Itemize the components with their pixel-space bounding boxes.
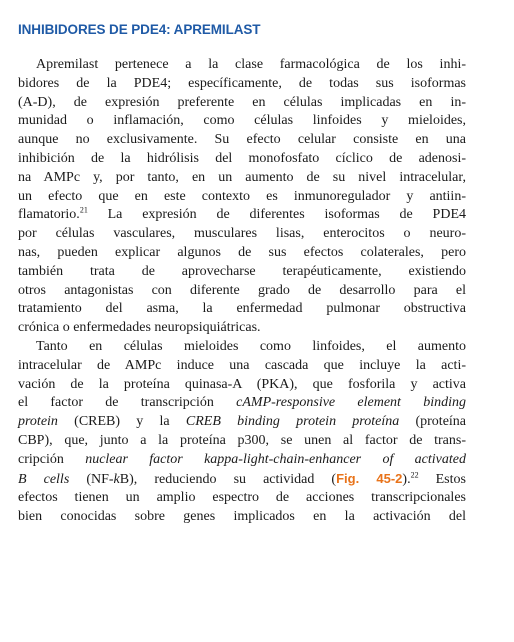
text-run: (proteína bbox=[399, 414, 467, 430]
document-page bbox=[18, 22, 466, 527]
text-line: tratamiento del asma, la enfermedad pulmonar obstructiva bbox=[18, 301, 466, 317]
citation-superscript: 22 bbox=[410, 469, 419, 479]
text-line bbox=[18, 413, 466, 432]
text-line: CBP), que, junto a la proteína p300, se unen al factor de trans- bbox=[18, 432, 466, 448]
text-line: otros antagonistas con diferente grado de desarrollo para el bbox=[18, 282, 466, 298]
text-line: na AMPc y, por tanto, en un aumento de su nivel intracelular, bbox=[18, 169, 466, 185]
italic-term: cAMP-responsive element binding bbox=[236, 395, 466, 411]
text-run: flamatorio. bbox=[18, 207, 80, 223]
text-run: ). bbox=[402, 471, 411, 487]
text-run: B), reduciendo su actividad ( bbox=[119, 471, 337, 487]
paragraph-mechanism bbox=[18, 338, 466, 527]
italic-term: B cells bbox=[18, 471, 70, 487]
text-line: aunque no exclusivamente. Su efecto celular consiste en una bbox=[18, 132, 466, 148]
text-line: Apremilast pertenece a la clase farmacológica de los inhi- bbox=[36, 57, 466, 72]
italic-term: nuclear factor kappa-light-chain-enhancer of activated bbox=[85, 451, 466, 467]
italic-term: protein bbox=[18, 414, 58, 430]
text-run: cripción bbox=[18, 451, 86, 467]
text-line: crónica o enfermedades neuropsiquiátricas. bbox=[18, 320, 261, 336]
text-line: nas, pueden explicar algunos de sus efectos colaterales, pero bbox=[18, 244, 466, 260]
text-line: Tanto en células mieloides como linfoides, el aumento bbox=[36, 338, 466, 354]
text-line bbox=[18, 394, 466, 413]
text-line bbox=[18, 470, 466, 490]
text-line: inhibición de la hidrólisis del monofosfato cíclico de adenosi- bbox=[18, 150, 466, 166]
text-line: por células vasculares, musculares lisas, enterocitos o neuro- bbox=[18, 226, 466, 242]
citation-superscript: 21 bbox=[79, 205, 88, 215]
figure-reference-link[interactable]: Fig. 45-2 bbox=[336, 470, 403, 486]
text-run: (CREB) y la bbox=[57, 414, 186, 430]
text-line: (A-D), de expresión preferente en células implicadas en in- bbox=[18, 94, 466, 110]
text-line bbox=[18, 451, 466, 470]
text-line: vación de la proteína quinasa-A (PKA), que fosforila y activa bbox=[18, 376, 466, 392]
italic-term: CREB binding protein proteína bbox=[185, 414, 400, 430]
text-run: La expresión de diferentes isoformas de PDE4 bbox=[87, 207, 466, 223]
text-run: Estos bbox=[418, 471, 466, 487]
text-run: (NF- bbox=[69, 471, 114, 487]
text-run: el factor de transcripción bbox=[18, 395, 237, 411]
text-line: efectos tienen un amplio espectro de acciones transcripcionales bbox=[18, 490, 466, 506]
text-line: un efecto que en este contexto es inmunoregulador y antiin- bbox=[18, 188, 466, 204]
paragraph-apremilast-class bbox=[18, 56, 466, 338]
text-line: también trata de aprovecharse terapéuticamente, existiendo bbox=[18, 263, 466, 279]
text-line: bien conocidas sobre genes implicados en la activación del bbox=[18, 509, 466, 525]
text-line: munidad o inflamación, como células linfoides y mieloides, bbox=[18, 113, 466, 129]
text-line: intracelular de AMPc induce una cascada que incluye la acti- bbox=[18, 357, 466, 373]
italic-kappa: k bbox=[113, 471, 120, 487]
text-line bbox=[18, 206, 466, 225]
section-title: INHIBIDORES DE PDE4: APREMILAST bbox=[18, 22, 261, 37]
text-line: bidores de la PDE4; específicamente, de todas sus isoformas bbox=[18, 75, 466, 91]
